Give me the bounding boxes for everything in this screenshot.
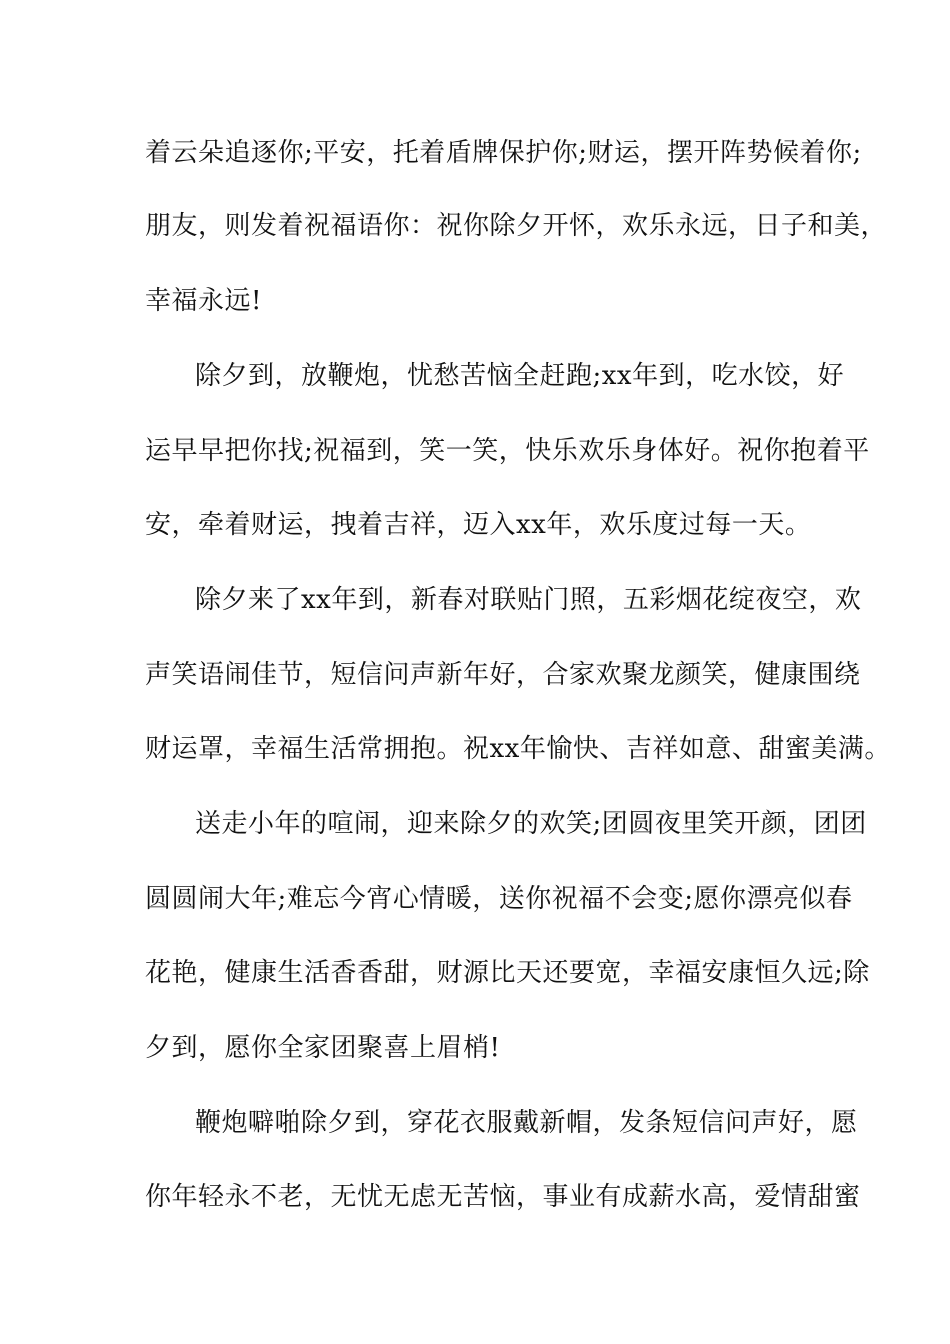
- text-line: 着云朵追逐你;平安，托着盾牌保护你;财运，摆开阵势候着你;: [145, 138, 862, 168]
- text-line: 你年轻永不老，无忧无虑无苦恼，事业有成薪水高，爱情甜蜜: [145, 1182, 861, 1212]
- paragraph-first-line: 除夕到，放鞭炮，忧愁苦恼全赶跑;xx年到，吃水饺，好: [195, 361, 845, 391]
- text-line: 花艳，健康生活香香甜，财源比天还要宽，幸福安康恒久远;除: [145, 958, 870, 988]
- text-line: 声笑语闹佳节，短信问声新年好，合家欢聚龙颜笑，健康围绕: [145, 660, 861, 690]
- text-line: 圆圆闹大年;难忘今宵心情暖，送你祝福不会变;愿你漂亮似春: [145, 884, 853, 914]
- paragraph-first-line: 送走小年的喧闹，迎来除夕的欢笑;团圆夜里笑开颜，团团: [195, 809, 867, 839]
- paragraph-first-line: 除夕来了xx年到，新春对联贴门照，五彩烟花绽夜空，欢: [195, 585, 862, 615]
- text-line: 财运罩，幸福生活常拥抱。祝xx年愉快、吉祥如意、甜蜜美满。: [145, 734, 891, 764]
- text-line: 朋友，则发着祝福语你：祝你除夕开怀，欢乐永远，日子和美，: [145, 211, 888, 241]
- text-line: 幸福永远!: [145, 286, 262, 316]
- text-line: 夕到，愿你全家团聚喜上眉梢!: [145, 1033, 501, 1063]
- paragraph-first-line: 鞭炮噼啪除夕到，穿花衣服戴新帽，发条短信问声好，愿: [195, 1108, 858, 1138]
- text-line: 运早早把你找;祝福到，笑一笑，快乐欢乐身体好。祝你抱着平: [145, 436, 870, 466]
- text-line: 安，牵着财运，拽着吉祥，迈入xx年，欢乐度过每一天。: [145, 510, 812, 540]
